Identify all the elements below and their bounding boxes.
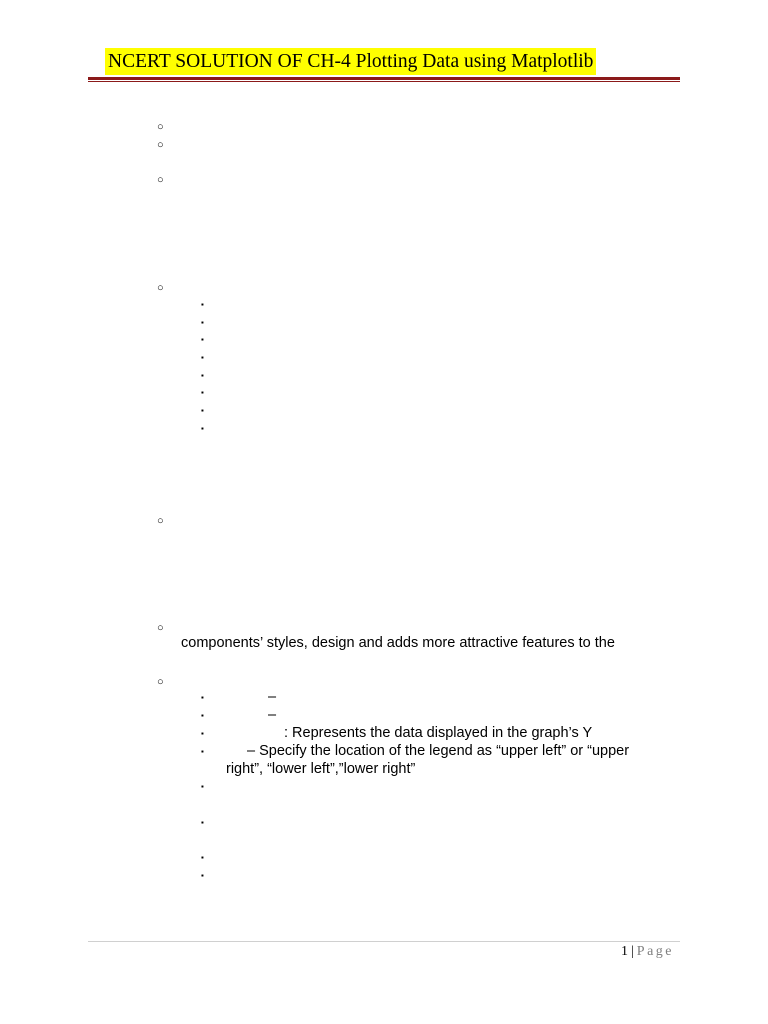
square-bullet-icon: ▪ [201,818,204,827]
header-rule-thin [88,81,680,82]
circle-bullet-icon: ○ [157,174,164,186]
square-bullet-icon: ▪ [201,318,204,327]
circle-bullet-icon: ○ [157,139,164,151]
square-bullet-icon: ▪ [201,711,204,720]
square-bullet-icon: ▪ [201,424,204,433]
square-bullet-icon: ▪ [201,335,204,344]
square-bullet-icon: ▪ [201,353,204,362]
square-bullet-icon: ▪ [201,747,204,756]
square-bullet-icon: ▪ [201,371,204,380]
footer-rule [88,941,680,942]
square-bullet-icon: ▪ [201,693,204,702]
paragraph-line: components’ styles, design and adds more attractive features to the [181,635,615,651]
footer-separator: | [630,944,634,959]
square-bullet-icon: ▪ [201,853,204,862]
circle-bullet-icon: ○ [157,515,164,527]
circle-bullet-icon: ○ [157,676,164,688]
square-bullet-icon: ▪ [201,729,204,738]
circle-bullet-icon: ○ [157,121,164,133]
list-item-text: : Represents the data displayed in the graph’s Y [284,725,593,741]
page-label: Page [636,944,674,959]
circle-bullet-icon: ○ [157,622,164,634]
square-bullet-icon: ▪ [201,871,204,880]
square-bullet-icon: ▪ [201,388,204,397]
page-footer [621,943,674,961]
circle-bullet-icon: ○ [157,282,164,294]
header-rule-thick [88,77,680,80]
square-bullet-icon: ▪ [201,300,204,309]
list-item-text: – Specify the location of the legend as “upper left” or “upper [247,743,630,759]
square-bullet-icon: ▪ [201,406,204,415]
page-title: NCERT SOLUTION OF CH-4 Plotting Data using Matplotlib [105,48,596,75]
dash-text: – [268,707,277,723]
dash-text: – [268,689,277,705]
page-number: 1 [620,944,628,959]
list-item-text-continued: right”, “lower left”,”lower right” [226,761,416,777]
square-bullet-icon: ▪ [201,782,204,791]
